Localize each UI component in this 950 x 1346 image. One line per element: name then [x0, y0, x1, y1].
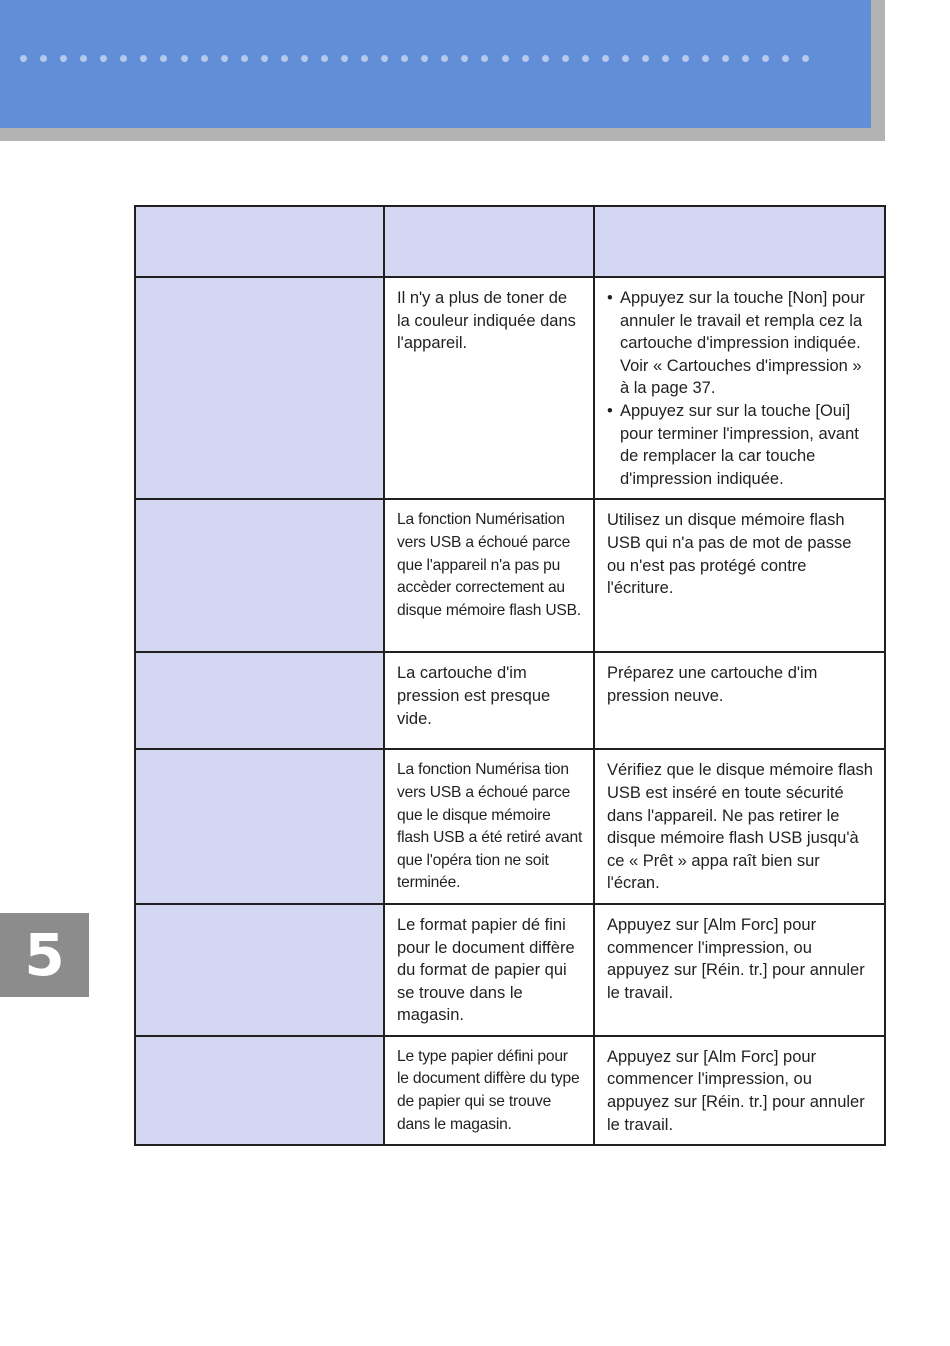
header-dot [241, 55, 248, 62]
header-dot [582, 55, 589, 62]
header-dot [361, 55, 368, 62]
header-band [0, 0, 871, 128]
cause-cell: Il n'y a plus de toner de la couleur indiquée dans l'appareil. [384, 277, 594, 499]
message-cell [135, 749, 384, 904]
header-dot [441, 55, 448, 62]
header-solution [594, 206, 885, 277]
header-dot [120, 55, 127, 62]
header-dot [221, 55, 228, 62]
header-dot [802, 55, 809, 62]
cause-cell: La fonction Numérisation vers USB a échoué parce que l'appareil n'a pas pu accèder correctement au disque mémoire flash USB. [384, 499, 594, 652]
header-dot [60, 55, 67, 62]
message-cell [135, 1036, 384, 1145]
solution-cell: Appuyez sur [Alm Forc] pour commencer l'impression, ou appuyez sur [Réin. tr.] pour annuler le travail. [594, 1036, 885, 1145]
message-cell [135, 904, 384, 1036]
cause-cell: Le format papier dé fini pour le document diffère du format de papier qui se trouve dans le magasin. [384, 904, 594, 1036]
header-dot [381, 55, 388, 62]
header-dot [642, 55, 649, 62]
header-dot [542, 55, 549, 62]
header-dot [481, 55, 488, 62]
solution-cell: Appuyez sur [Alm Forc] pour commencer l'impression, ou appuyez sur [Réin. tr.] pour annuler le travail. [594, 904, 885, 1036]
header-dot [742, 55, 749, 62]
header-dot [662, 55, 669, 62]
cause-cell: Le type papier défini pour le document diffère du type de papier qui se trouve dans le magasin. [384, 1036, 594, 1145]
header-dot [160, 55, 167, 62]
header-dot [80, 55, 87, 62]
header-dot [181, 55, 188, 62]
header-dot [562, 55, 569, 62]
table-row [135, 499, 885, 652]
list-item: • Appuyez sur sur la touche [Oui] pour terminer l'impression, avant de remplacer la car touche d'impression indiquée. [607, 400, 874, 490]
message-cell [135, 652, 384, 749]
header-dot [602, 55, 609, 62]
list-item: • Appuyez sur la touche [Non] pour annuler le travail et rempla cez la cartouche d'impression indiquée. Voir « Cartouches d'impression » à la page 37. [607, 287, 874, 400]
header-dot [281, 55, 288, 62]
header-dot [301, 55, 308, 62]
header-dot [461, 55, 468, 62]
header-dot [682, 55, 689, 62]
solution-cell: Utilisez un disque mémoire flash USB qui n'a pas de mot de passe ou n'est pas protégé contre l'écriture. [594, 499, 885, 652]
header-message [135, 206, 384, 277]
header-dot [341, 55, 348, 62]
header-dot [321, 55, 328, 62]
header-dot [702, 55, 709, 62]
cause-cell: La fonction Numérisa tion vers USB a échoué parce que le disque mémoire flash USB a été retiré avant que l'opéra tion ne soit terminée. [384, 749, 594, 904]
message-cell [135, 499, 384, 652]
header-dot [502, 55, 509, 62]
chapter-tab: 5 [0, 913, 89, 997]
header-dot [762, 55, 769, 62]
solution-cell: Préparez une cartouche d'im pression neuve. [594, 652, 885, 749]
header-dot [201, 55, 208, 62]
header-dot [522, 55, 529, 62]
header-dot [622, 55, 629, 62]
header-cause [384, 206, 594, 277]
header-dot [100, 55, 107, 62]
table-row [135, 277, 885, 499]
header-dot [421, 55, 428, 62]
solution-cell: Vérifiez que le disque mémoire flash USB est inséré en toute sécurité dans l'appareil. Ne pas retirer le disque mémoire flash USB jusqu'à ce « Prêt » appa raît bien sur l'écran. [594, 749, 885, 904]
table-row [135, 749, 885, 904]
table-header-row [135, 206, 885, 277]
error-message-table [134, 205, 886, 1146]
header-dot [782, 55, 789, 62]
solution-list [607, 287, 874, 490]
header-dot [401, 55, 408, 62]
table-row [135, 652, 885, 749]
table-row [135, 904, 885, 1036]
solution-cell [594, 277, 885, 499]
header-dot [20, 55, 27, 62]
message-cell [135, 277, 384, 499]
header-dot [261, 55, 268, 62]
header-dot [722, 55, 729, 62]
table-row [135, 1036, 885, 1145]
header-dot [40, 55, 47, 62]
header-dot [140, 55, 147, 62]
cause-cell: La cartouche d'im pression est presque vide. [384, 652, 594, 749]
header-dot-row [20, 52, 810, 64]
